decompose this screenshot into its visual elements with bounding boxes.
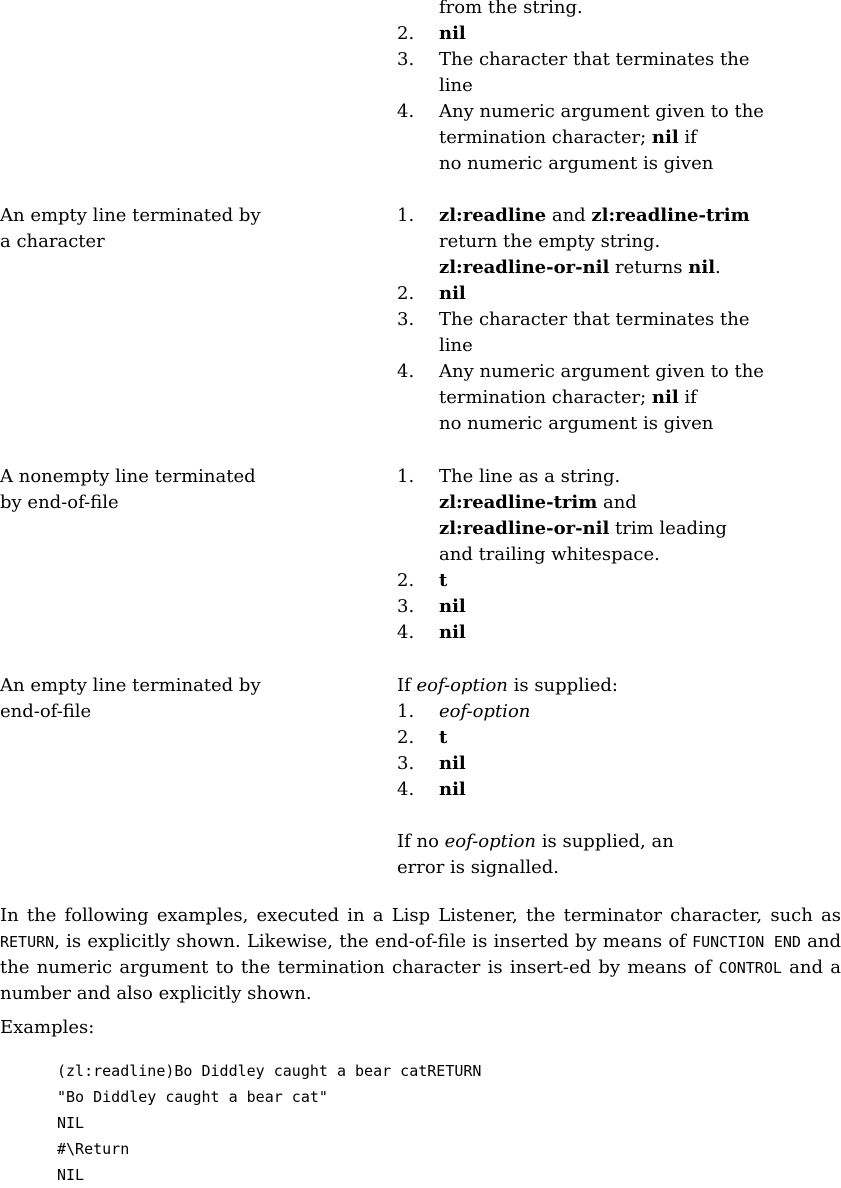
list-number: 4. xyxy=(397,101,415,122)
table-cell-text: zl:readline-or-nil trim leading xyxy=(439,518,727,539)
list-number: 4. xyxy=(397,779,415,800)
table-cell-text: eof-option xyxy=(439,701,531,722)
table-cell-text: The line as a string. xyxy=(439,466,621,487)
list-number: 3. xyxy=(397,596,415,617)
table-cell-text: zl:readline and zl:readline-trim xyxy=(439,205,750,226)
table-cell-text: error is signalled. xyxy=(397,857,559,878)
table-cell-text: nil xyxy=(439,753,466,774)
table-cell-text: zl:readline-or-nil returns nil. xyxy=(439,257,721,278)
table-cell-text: t xyxy=(439,727,448,748)
case-label: end-of-file xyxy=(0,701,92,722)
table-cell-text: no numeric argument is given xyxy=(439,153,714,174)
code-line: "Bo Diddley caught a bear cat" xyxy=(57,1088,328,1106)
list-number: 1. xyxy=(397,205,415,226)
table-cell-text: and trailing whitespace. xyxy=(439,544,660,565)
table-cell-text: termination character; nil if xyxy=(439,127,697,148)
list-number: 4. xyxy=(397,361,415,382)
table-cell-text: no numeric argument is given xyxy=(439,413,714,434)
list-number: 3. xyxy=(397,49,415,70)
case-label: by end-of-file xyxy=(0,492,119,513)
list-number: 3. xyxy=(397,309,415,330)
case-label: An empty line terminated by xyxy=(0,675,261,696)
table-cell-text: Any numeric argument given to the xyxy=(439,101,764,122)
code-line: (zl:readline)Bo Diddley caught a bear catRETURN xyxy=(57,1062,482,1080)
list-number: 3. xyxy=(397,753,415,774)
case-label: A nonempty line terminated xyxy=(0,466,256,487)
table-cell-text: nil xyxy=(439,596,466,617)
examples-label: Examples: xyxy=(0,1017,95,1038)
code-line: NIL xyxy=(57,1166,85,1184)
list-number: 1. xyxy=(397,466,415,487)
table-cell-text: The character that terminates the xyxy=(439,309,750,330)
table-cell-text: t xyxy=(439,570,448,591)
list-number: 4. xyxy=(397,622,415,643)
table-cell-text: The character that terminates the xyxy=(439,49,750,70)
table-cell-text: return the empty string. xyxy=(439,231,661,252)
list-number: 2. xyxy=(397,570,415,591)
list-number: 1. xyxy=(397,701,415,722)
table-cell-text: nil xyxy=(439,779,466,800)
table-cell-text: zl:readline-trim and xyxy=(439,492,637,513)
list-number: 2. xyxy=(397,283,415,304)
table-cell-text: nil xyxy=(439,23,466,44)
table-cell-text: line xyxy=(439,75,473,96)
table-cell-text: termination character; nil if xyxy=(439,387,697,408)
case-label: a character xyxy=(0,231,105,252)
table-cell-text: nil xyxy=(439,283,466,304)
table-cell-text: from the string. xyxy=(439,0,583,18)
table-cell-text: nil xyxy=(439,622,466,643)
code-line: NIL xyxy=(57,1114,85,1132)
table-cell-text: Any numeric argument given to the xyxy=(439,361,764,382)
case-label: An empty line terminated by xyxy=(0,205,261,226)
list-number: 2. xyxy=(397,727,415,748)
table-cell-text: If eof-option is supplied: xyxy=(397,675,618,696)
table-cell-text: line xyxy=(439,335,473,356)
code-line: #\Return xyxy=(57,1140,130,1158)
body-paragraph: In the following examples, executed in a Lisp Listener, the terminator character, such as RETURN, is explicitly shown. Likewise, the end-of-file is inserted by means of FUNCTION END and the numeric argument to the termination character is insert-ed by means of CONTROL and a number and also explicitly shown. xyxy=(0,905,841,1004)
list-number: 2. xyxy=(397,23,415,44)
table-cell-text: If no eof-option is supplied, an xyxy=(397,831,674,852)
